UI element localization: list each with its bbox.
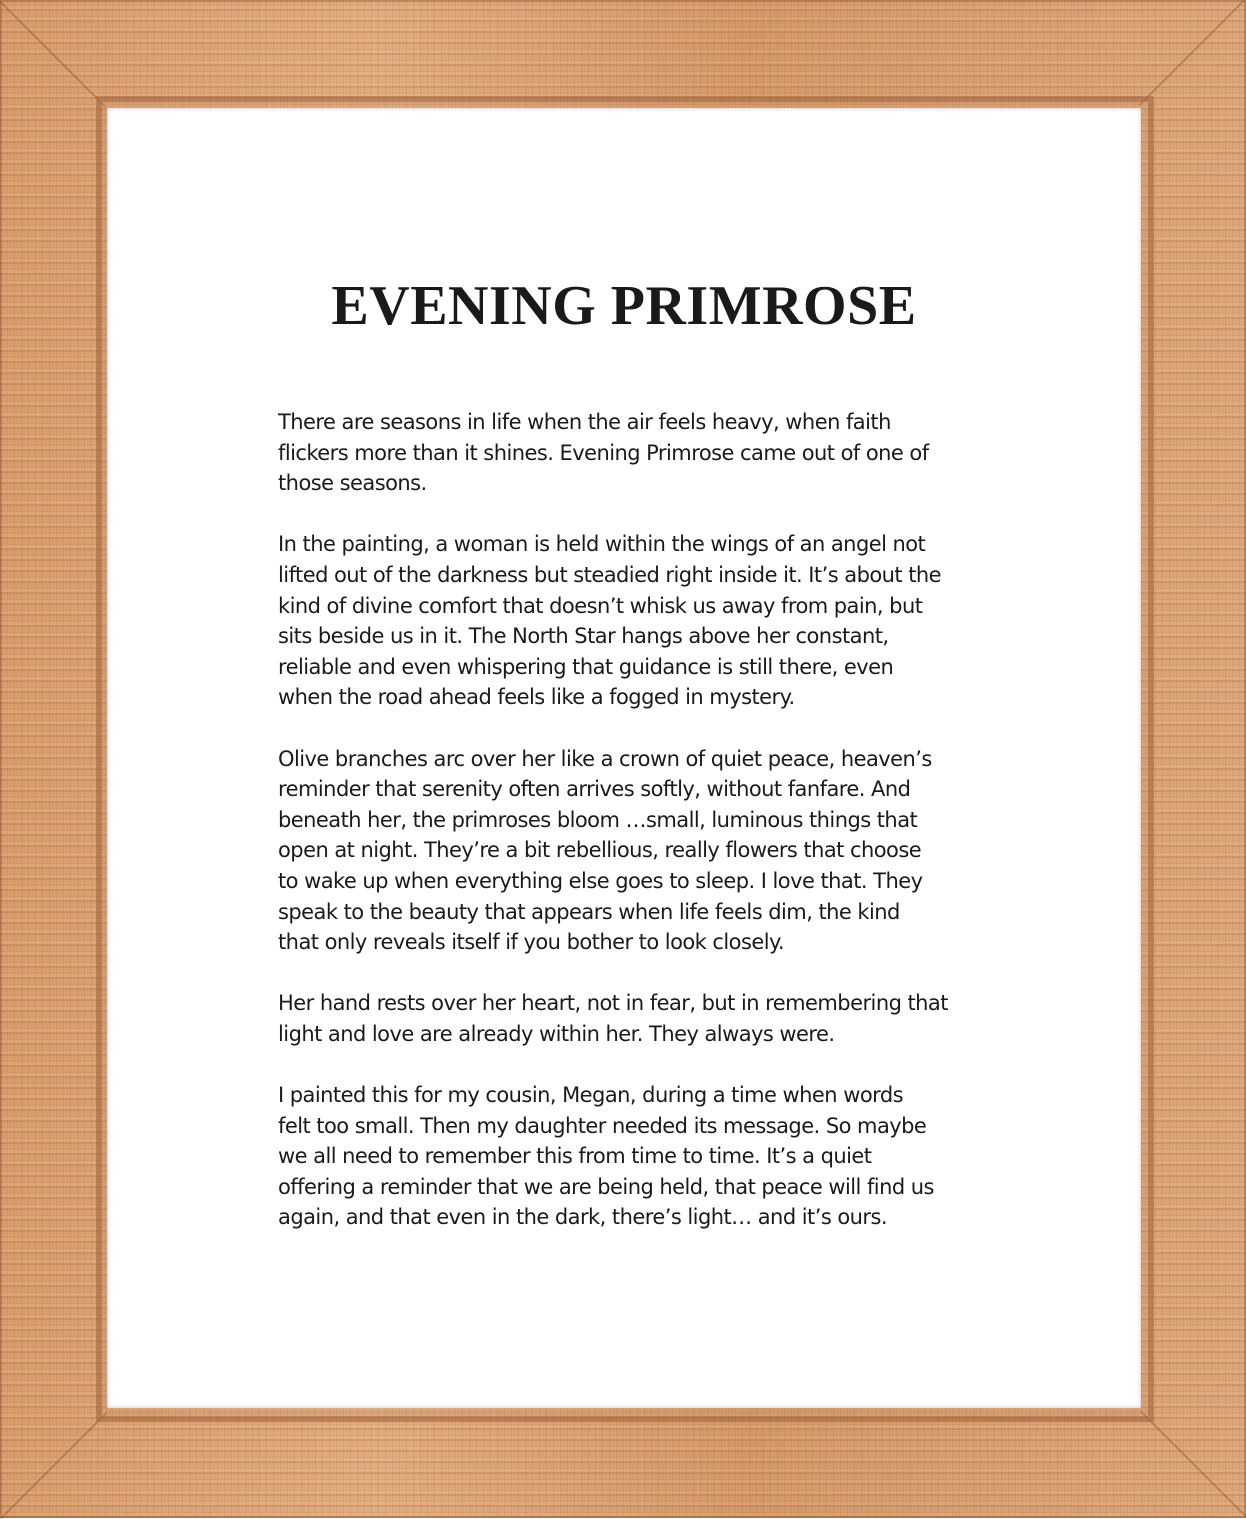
- frame-corner-miter: [1139, 0, 1246, 106]
- text-line: reliable and even whispering that guidance is still there, even: [278, 654, 894, 679]
- frame-corner-miter: [0, 1412, 107, 1519]
- text-line: light and love are already within her. They always were.: [278, 1021, 835, 1046]
- text-line: Her hand rests over her heart, not in fear, but in remembering that: [278, 991, 948, 1016]
- text-line: reminder that serenity often arrives softly, without fanfare. And: [278, 777, 911, 802]
- text-line: that only reveals itself if you bother to look closely.: [278, 930, 785, 955]
- text-line: open at night. They’re a bit rebellious, really flowers that choose: [278, 838, 922, 863]
- page-title: EVENING PRIMROSE: [331, 275, 917, 337]
- text-line: felt too small. Then my daughter needed its message. So maybe: [278, 1113, 927, 1138]
- text-line: There are seasons in life when the air feels heavy, when faith: [278, 410, 891, 434]
- paragraph: [278, 988, 998, 1049]
- text-line: flickers more than it shines. Evening Primrose came out of one of: [278, 440, 929, 465]
- text-line: to wake up when everything else goes to sleep. I love that. They: [278, 868, 923, 893]
- text-line: Olive branches arc over her like a crown of quiet peace, heaven’s: [278, 746, 932, 771]
- body-text: [278, 407, 998, 1264]
- text-line: speak to the beauty that appears when life feels dim, the kind: [278, 899, 900, 924]
- paragraph: [278, 744, 998, 958]
- frame-corner-miter: [1140, 1411, 1246, 1518]
- paragraph: [278, 1080, 998, 1233]
- text-line: In the painting, a woman is held within the wings of an angel not: [278, 532, 926, 557]
- text-line: kind of divine comfort that doesn’t whisk us away from pain, but: [278, 593, 923, 618]
- text-line: beneath her, the primroses bloom …small, luminous things that: [278, 807, 918, 832]
- text-line: offering a reminder that we are being held, that peace will find us: [278, 1174, 934, 1199]
- text-line: sits beside us in it. The North Star hangs above her constant,: [278, 624, 889, 649]
- paragraph: [278, 529, 998, 713]
- print-mat: [107, 108, 1141, 1408]
- text-line: lifted out of the darkness but steadied right inside it. It’s about the: [278, 562, 942, 587]
- text-line: those seasons.: [278, 471, 427, 496]
- text-line: when the road ahead feels like a fogged in mystery.: [278, 685, 795, 710]
- text-line: again, and that even in the dark, there’s light… and it’s ours.: [278, 1205, 887, 1230]
- text-line: I painted this for my cousin, Megan, during a time when words: [278, 1083, 903, 1108]
- frame-corner-miter: [0, 0, 106, 107]
- paragraph: [278, 407, 998, 499]
- text-line: we all need to remember this from time to time. It’s a quiet: [278, 1144, 872, 1169]
